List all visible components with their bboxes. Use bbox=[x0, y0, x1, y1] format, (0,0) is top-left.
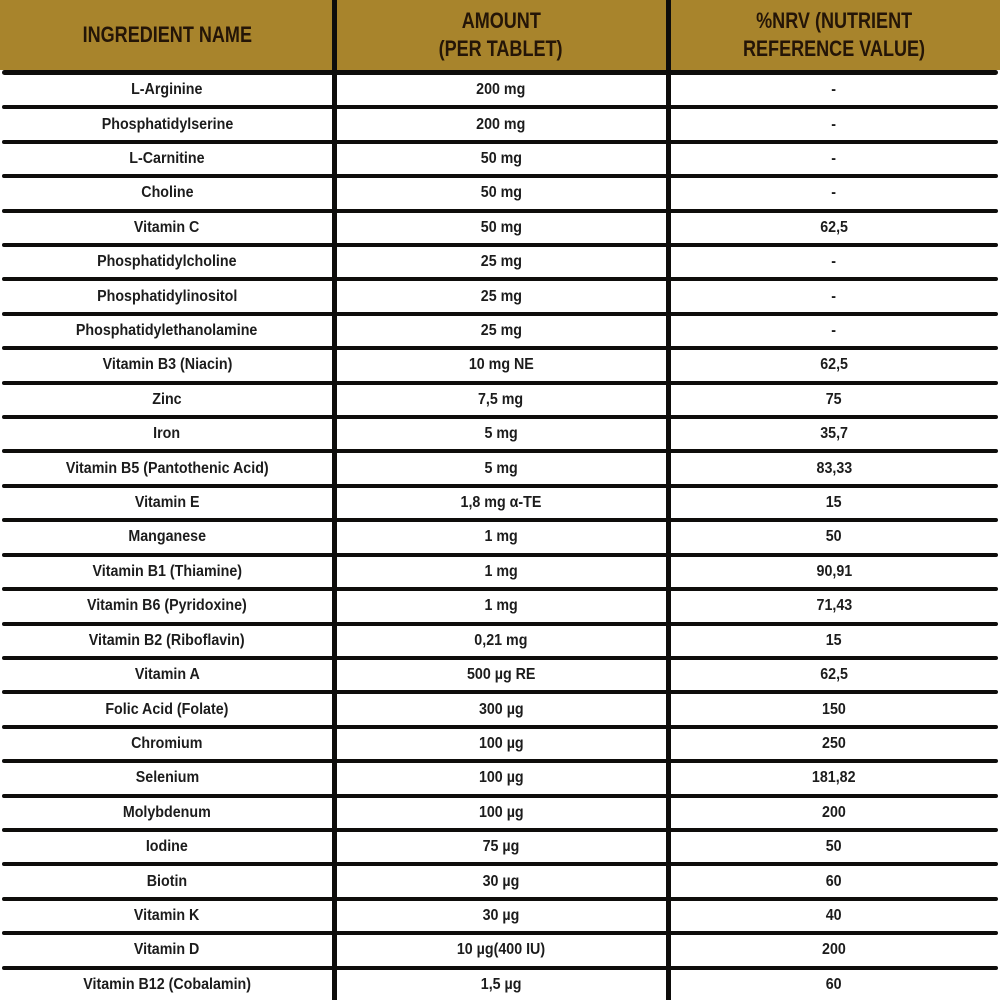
table-row bbox=[0, 591, 1000, 621]
table-row bbox=[0, 729, 1000, 759]
nrv-value: 181,82 bbox=[812, 769, 856, 787]
table-row bbox=[0, 75, 1000, 105]
ingredient-name-value: Vitamin A bbox=[134, 666, 200, 684]
table-row bbox=[0, 660, 1000, 690]
nrv-value: 62,5 bbox=[820, 218, 848, 236]
ingredient-name-value: Selenium bbox=[135, 769, 199, 787]
amount-cell bbox=[334, 729, 668, 759]
nrv-value: 60 bbox=[826, 872, 842, 890]
amount-value: 30 µg bbox=[482, 906, 520, 924]
ingredient-name-value: Iron bbox=[153, 425, 181, 443]
nrv-value: - bbox=[831, 287, 837, 305]
nrv-cell bbox=[668, 591, 1000, 621]
ingredient-name-value: Chromium bbox=[131, 734, 203, 752]
table-row bbox=[0, 832, 1000, 862]
ingredient-name-cell bbox=[0, 385, 334, 415]
table-row bbox=[0, 350, 1000, 380]
header-nrv-line1: %NRV (NUTRIENT bbox=[755, 7, 913, 33]
nrv-value: - bbox=[831, 150, 837, 168]
ingredient-name-cell bbox=[0, 763, 334, 793]
ingredient-name-value: Vitamin D bbox=[134, 941, 200, 959]
amount-value: 75 µg bbox=[482, 838, 520, 856]
amount-cell bbox=[334, 591, 668, 621]
nrv-value: 90,91 bbox=[816, 562, 852, 580]
amount-cell bbox=[334, 557, 668, 587]
ingredient-name-cell bbox=[0, 488, 334, 518]
ingredient-name-value: Vitamin E bbox=[134, 494, 200, 512]
nrv-value: 150 bbox=[822, 700, 846, 718]
header-nrv-line2: REFERENCE VALUE) bbox=[742, 36, 926, 61]
nrv-value: 62,5 bbox=[820, 666, 848, 684]
nrv-value: 15 bbox=[826, 494, 842, 512]
ingredient-name-cell bbox=[0, 350, 334, 380]
ingredient-name-value: Vitamin B1 (Thiamine) bbox=[92, 562, 242, 580]
amount-value: 5 mg bbox=[484, 425, 518, 443]
ingredient-name-cell bbox=[0, 247, 334, 277]
nrv-value: 83,33 bbox=[816, 459, 852, 477]
nrv-value: 40 bbox=[826, 906, 842, 924]
header-ingredient-name-label: INGREDIENT NAME bbox=[82, 21, 252, 47]
nrv-value: 50 bbox=[826, 528, 842, 546]
ingredient-name-cell bbox=[0, 866, 334, 896]
amount-cell bbox=[334, 488, 668, 518]
nrv-value: - bbox=[831, 115, 837, 133]
table-row bbox=[0, 901, 1000, 931]
amount-value: 200 mg bbox=[476, 115, 526, 133]
nrv-value: 15 bbox=[826, 631, 842, 649]
ingredient-name-cell bbox=[0, 729, 334, 759]
ingredient-name-cell bbox=[0, 832, 334, 862]
amount-value: 30 µg bbox=[482, 872, 520, 890]
ingredient-name-cell bbox=[0, 557, 334, 587]
nrv-cell bbox=[668, 75, 1000, 105]
nrv-cell bbox=[668, 522, 1000, 552]
nrv-cell bbox=[668, 419, 1000, 449]
table-row bbox=[0, 694, 1000, 724]
nrv-cell bbox=[668, 316, 1000, 346]
nrv-cell bbox=[668, 213, 1000, 243]
ingredient-name-cell bbox=[0, 798, 334, 828]
nrv-cell bbox=[668, 832, 1000, 862]
amount-cell bbox=[334, 247, 668, 277]
amount-value: 10 mg NE bbox=[468, 356, 534, 374]
ingredient-name-value: Choline bbox=[140, 184, 194, 202]
nrv-cell bbox=[668, 488, 1000, 518]
nrv-value: 200 bbox=[822, 941, 846, 959]
ingredient-name-value: Phosphatidylserine bbox=[101, 115, 233, 133]
ingredient-name-cell bbox=[0, 316, 334, 346]
amount-cell bbox=[334, 832, 668, 862]
table-body bbox=[0, 75, 1000, 1000]
amount-value: 5 mg bbox=[484, 459, 518, 477]
nrv-value: 250 bbox=[822, 734, 846, 752]
amount-value: 300 µg bbox=[478, 700, 524, 718]
nrv-cell bbox=[668, 144, 1000, 174]
ingredient-name-cell bbox=[0, 660, 334, 690]
amount-cell bbox=[334, 144, 668, 174]
ingredient-name-cell bbox=[0, 522, 334, 552]
nrv-cell bbox=[668, 453, 1000, 483]
nrv-cell bbox=[668, 763, 1000, 793]
ingredient-name-cell bbox=[0, 144, 334, 174]
nrv-cell bbox=[668, 247, 1000, 277]
header-nrv bbox=[668, 0, 1000, 70]
amount-cell bbox=[334, 281, 668, 311]
amount-cell bbox=[334, 213, 668, 243]
amount-value: 1 mg bbox=[484, 528, 518, 546]
table-row bbox=[0, 763, 1000, 793]
column-divider-2 bbox=[666, 0, 671, 1000]
table-row bbox=[0, 247, 1000, 277]
amount-value: 7,5 mg bbox=[478, 390, 524, 408]
nrv-cell bbox=[668, 385, 1000, 415]
nrv-cell bbox=[668, 798, 1000, 828]
nrv-cell bbox=[668, 729, 1000, 759]
amount-value: 50 mg bbox=[480, 150, 522, 168]
nrv-cell bbox=[668, 970, 1000, 1000]
amount-cell bbox=[334, 178, 668, 208]
table-row bbox=[0, 281, 1000, 311]
nrv-cell bbox=[668, 626, 1000, 656]
amount-value: 1,8 mg α-TE bbox=[460, 494, 542, 512]
table-row bbox=[0, 419, 1000, 449]
table-row bbox=[0, 453, 1000, 483]
nrv-cell bbox=[668, 660, 1000, 690]
amount-cell bbox=[334, 626, 668, 656]
nrv-value: - bbox=[831, 184, 837, 202]
ingredient-name-value: Vitamin B12 (Cobalamin) bbox=[83, 975, 251, 993]
ingredient-name-cell bbox=[0, 178, 334, 208]
nrv-value: 60 bbox=[826, 975, 842, 993]
ingredient-name-value: Phosphatidylethanolamine bbox=[76, 322, 258, 340]
amount-value: 25 mg bbox=[480, 322, 522, 340]
amount-cell bbox=[334, 522, 668, 552]
ingredient-name-cell bbox=[0, 213, 334, 243]
ingredient-name-value: Phosphatidylinositol bbox=[96, 287, 238, 305]
ingredient-name-value: Vitamin B6 (Pyridoxine) bbox=[87, 597, 247, 615]
ingredient-name-cell bbox=[0, 109, 334, 139]
ingredient-name-value: L-Arginine bbox=[131, 81, 203, 99]
table-row bbox=[0, 626, 1000, 656]
amount-cell bbox=[334, 350, 668, 380]
amount-value: 200 mg bbox=[476, 81, 526, 99]
amount-value: 500 µg RE bbox=[466, 666, 536, 684]
nrv-cell bbox=[668, 350, 1000, 380]
nrv-cell bbox=[668, 935, 1000, 965]
header-amount-line1: AMOUNT bbox=[461, 7, 541, 33]
amount-value: 1 mg bbox=[484, 597, 518, 615]
amount-value: 100 µg bbox=[478, 769, 524, 787]
nrv-value: - bbox=[831, 81, 837, 99]
amount-cell bbox=[334, 419, 668, 449]
table-row bbox=[0, 522, 1000, 552]
amount-cell bbox=[334, 970, 668, 1000]
amount-value: 100 µg bbox=[478, 803, 524, 821]
nrv-value: 71,43 bbox=[816, 597, 852, 615]
table-row bbox=[0, 213, 1000, 243]
amount-value: 0,21 mg bbox=[474, 631, 528, 649]
amount-value: 1 mg bbox=[484, 562, 518, 580]
nrv-value: 50 bbox=[826, 838, 842, 856]
ingredient-name-value: Vitamin B2 (Riboflavin) bbox=[89, 631, 245, 649]
ingredient-name-value: Zinc bbox=[152, 390, 182, 408]
nrv-value: - bbox=[831, 322, 837, 340]
ingredient-name-cell bbox=[0, 626, 334, 656]
table-row bbox=[0, 385, 1000, 415]
table-row bbox=[0, 557, 1000, 587]
ingredient-name-value: Phosphatidylcholine bbox=[97, 253, 237, 271]
amount-cell bbox=[334, 316, 668, 346]
table-row bbox=[0, 109, 1000, 139]
header-ingredient-name bbox=[0, 0, 334, 70]
nrv-value: 35,7 bbox=[820, 425, 848, 443]
amount-cell bbox=[334, 453, 668, 483]
table-row bbox=[0, 144, 1000, 174]
ingredient-name-cell bbox=[0, 75, 334, 105]
ingredient-name-cell bbox=[0, 970, 334, 1000]
ingredient-name-value: Manganese bbox=[128, 528, 206, 546]
nrv-cell bbox=[668, 281, 1000, 311]
nrv-cell bbox=[668, 557, 1000, 587]
nrv-value: 62,5 bbox=[820, 356, 848, 374]
amount-cell bbox=[334, 75, 668, 105]
ingredient-name-cell bbox=[0, 694, 334, 724]
nrv-value: 75 bbox=[826, 390, 842, 408]
amount-value: 100 µg bbox=[478, 734, 524, 752]
amount-cell bbox=[334, 866, 668, 896]
ingredient-name-cell bbox=[0, 935, 334, 965]
nrv-cell bbox=[668, 866, 1000, 896]
column-divider-1 bbox=[332, 0, 337, 1000]
amount-value: 50 mg bbox=[480, 218, 522, 236]
ingredient-name-value: Vitamin K bbox=[134, 906, 200, 924]
table-row bbox=[0, 798, 1000, 828]
nrv-value: - bbox=[831, 253, 837, 271]
table-row bbox=[0, 488, 1000, 518]
header-amount bbox=[334, 0, 668, 70]
amount-cell bbox=[334, 385, 668, 415]
ingredient-name-value: Folic Acid (Folate) bbox=[105, 700, 229, 718]
ingredient-name-value: Molybdenum bbox=[123, 803, 211, 821]
ingredient-name-value: Vitamin B5 (Pantothenic Acid) bbox=[65, 459, 269, 477]
amount-value: 25 mg bbox=[480, 253, 522, 271]
table-row bbox=[0, 970, 1000, 1000]
table-row bbox=[0, 316, 1000, 346]
table-row bbox=[0, 935, 1000, 965]
amount-cell bbox=[334, 901, 668, 931]
ingredient-name-value: Biotin bbox=[146, 872, 188, 890]
amount-cell bbox=[334, 798, 668, 828]
ingredient-name-cell bbox=[0, 281, 334, 311]
amount-cell bbox=[334, 763, 668, 793]
amount-value: 10 µg(400 IU) bbox=[456, 941, 546, 959]
ingredient-name-cell bbox=[0, 453, 334, 483]
nrv-cell bbox=[668, 694, 1000, 724]
nrv-cell bbox=[668, 178, 1000, 208]
amount-cell bbox=[334, 109, 668, 139]
ingredient-name-cell bbox=[0, 901, 334, 931]
header-amount-line2: (PER TABLET) bbox=[439, 36, 563, 61]
nrv-value: 200 bbox=[822, 803, 846, 821]
nrv-cell bbox=[668, 901, 1000, 931]
nrv-cell bbox=[668, 109, 1000, 139]
amount-value: 25 mg bbox=[480, 287, 522, 305]
ingredient-name-value: Vitamin B3 (Niacin) bbox=[102, 356, 232, 374]
amount-cell bbox=[334, 694, 668, 724]
table-row bbox=[0, 178, 1000, 208]
table-header bbox=[0, 0, 1000, 70]
ingredient-name-cell bbox=[0, 419, 334, 449]
amount-cell bbox=[334, 935, 668, 965]
ingredient-name-value: Iodine bbox=[145, 838, 188, 856]
table-row bbox=[0, 866, 1000, 896]
amount-value: 1,5 µg bbox=[480, 975, 522, 993]
ingredient-name-value: L-Carnitine bbox=[129, 150, 205, 168]
amount-value: 50 mg bbox=[480, 184, 522, 202]
ingredient-name-cell bbox=[0, 591, 334, 621]
amount-cell bbox=[334, 660, 668, 690]
ingredient-name-value: Vitamin C bbox=[134, 218, 200, 236]
